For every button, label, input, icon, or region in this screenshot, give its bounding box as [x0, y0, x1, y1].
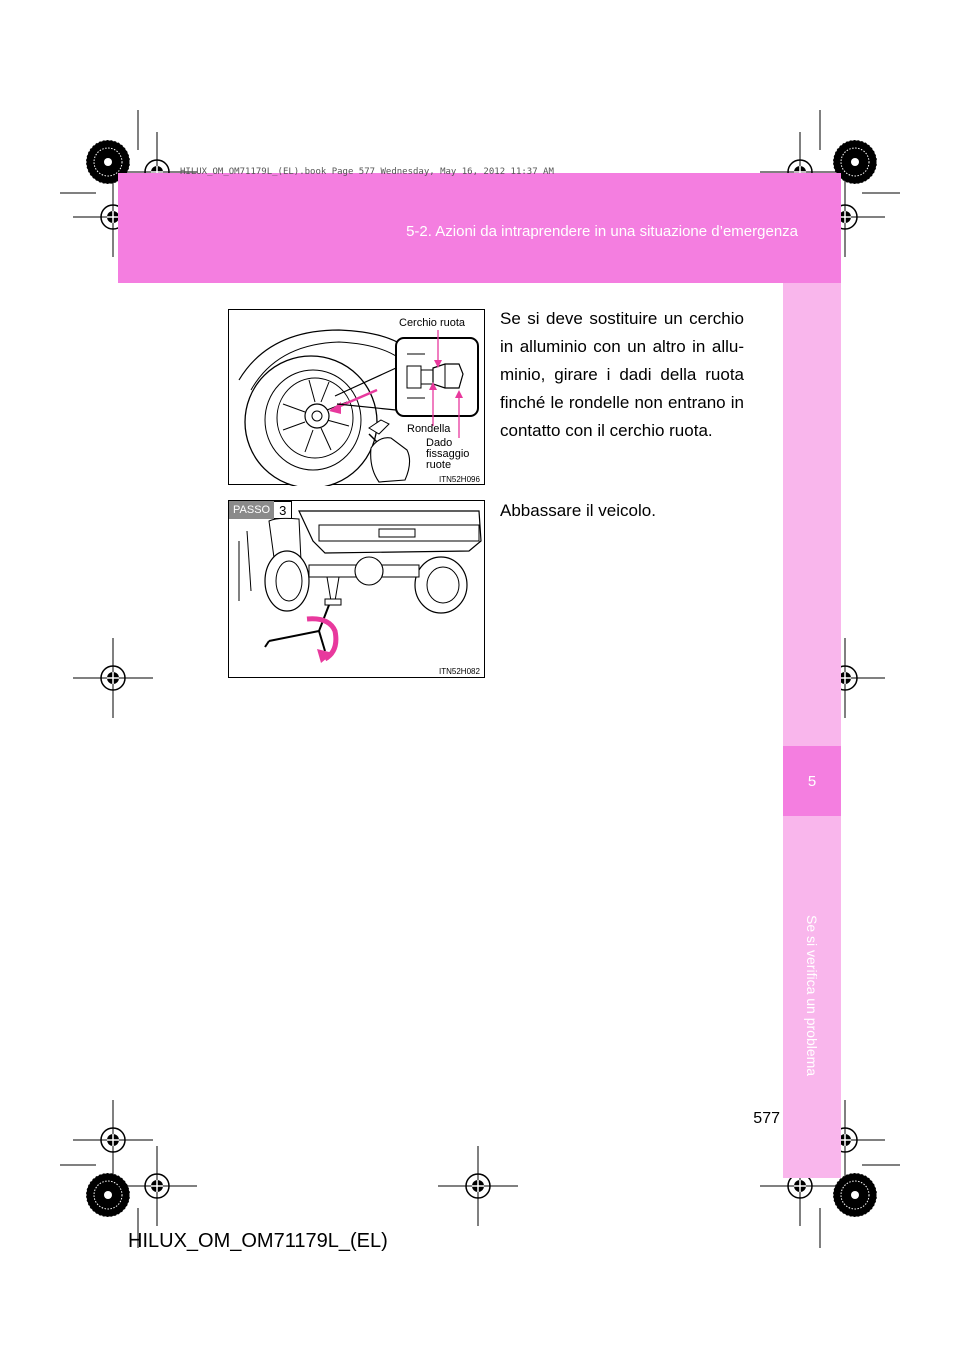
- registration-cross-icon: [73, 638, 153, 718]
- book-metadata-line: HILUX_OM_OM71179L_(EL).book Page 577 Wednesday, May 16, 2012 11:37 AM: [180, 167, 554, 177]
- header-band: [118, 173, 841, 283]
- figure-lower-vehicle: [228, 500, 485, 678]
- registration-cross-icon: [73, 1100, 153, 1180]
- registration-sun-icon: [86, 1173, 130, 1217]
- step-label: PASSO 3: [229, 501, 292, 519]
- chapter-number: 5: [783, 746, 841, 816]
- label-washer: Rondella: [407, 423, 451, 435]
- figure-code: ITN52H082: [439, 667, 480, 676]
- section-title: 5-2. Azioni da intraprendere in una situazione d’emergenza: [406, 222, 798, 240]
- registration-sun-icon: [833, 1173, 877, 1217]
- figure-code: ITN52H096: [439, 475, 480, 484]
- paragraph-aluminium-rim: Se si deve sostituire un cerchio in alluminio con un altro in allu-minio, girare i dadi della ruota finché le rondelle non entrano in contatto con il cerchio ruota.: [500, 309, 744, 440]
- registration-cross-icon: [438, 1146, 518, 1226]
- label-wheel-nut: Dado fissaggio ruote: [426, 437, 470, 471]
- label-rim: Cerchio ruota: [399, 317, 466, 329]
- chapter-title: Se si verifica un problema: [804, 915, 820, 1077]
- registration-cross-icon: [117, 1146, 197, 1226]
- paragraph-lower-vehicle: Abbassare il veicolo.: [500, 501, 656, 520]
- lower-vehicle-illustration: [229, 501, 486, 679]
- page-number: 577: [753, 1110, 780, 1127]
- document-code: HILUX_OM_OM71179L_(EL): [128, 1230, 388, 1252]
- figure-wheel-nut: [228, 309, 485, 485]
